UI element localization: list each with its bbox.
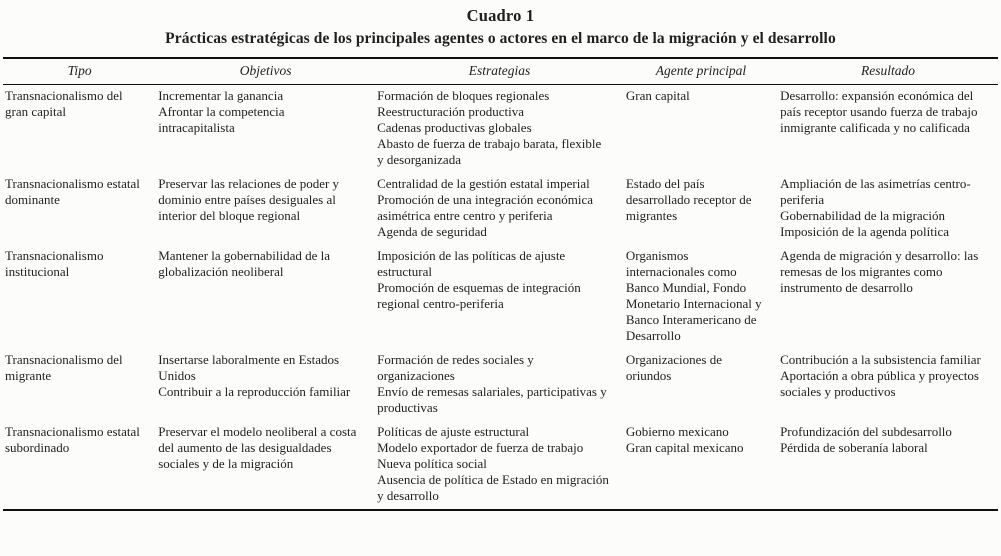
cell-item: Organizaciones de oriundos xyxy=(625,352,722,383)
cell-item: Abasto de fuerza de trabajo barata, flexible y desorganizada xyxy=(377,136,602,167)
cell-item: Promoción de esquemas de integración regional centro-periferia xyxy=(377,280,581,311)
column-header-resultado: Resultado xyxy=(778,58,998,85)
cell-agente-principal xyxy=(624,245,778,349)
cell-agente-principal xyxy=(624,349,778,421)
cell-item: Envío de remesas salariales, participativas y productivas xyxy=(377,384,607,415)
cell-item: Incrementar la ganancia xyxy=(158,88,284,103)
table-row xyxy=(3,349,998,421)
cell-tipo xyxy=(3,349,156,421)
cell-tipo xyxy=(3,421,156,510)
cell-agente-principal xyxy=(624,421,778,510)
cell-item: Formación de redes sociales y organizaciones xyxy=(377,352,534,383)
cell-item: Nueva política social xyxy=(377,456,487,471)
column-header-objetivos: Objetivos xyxy=(156,58,375,85)
column-header-estrategias: Estrategias xyxy=(375,58,624,85)
cell-agente-principal xyxy=(624,85,778,174)
cell-item: Gobernabilidad de la migración xyxy=(780,208,946,223)
table-number-title: Cuadro 1 xyxy=(466,6,535,25)
cell-estrategias xyxy=(375,173,624,245)
table-row xyxy=(3,85,998,174)
column-header-tipo: Tipo xyxy=(3,58,156,85)
cell-item: Reestructuración productiva xyxy=(377,104,525,119)
cell-item: Organismos internacionales como Banco Mundial, Fondo Monetario Internacional y Banco Interamericano de Desarrollo xyxy=(625,248,762,343)
cell-resultado xyxy=(778,85,998,174)
cell-item: Gran capital mexicano xyxy=(625,440,744,455)
cell-item: Transnacionalismo institucional xyxy=(5,248,104,279)
cell-item: Contribución a la subsistencia familiar xyxy=(780,352,981,367)
cell-item: Preservar el modelo neoliberal a costa del aumento de las desigualdades sociales y de la migración xyxy=(158,424,357,471)
cell-item: Pérdida de soberanía laboral xyxy=(780,440,928,455)
cell-item: Transnacionalismo del migrante xyxy=(5,352,123,383)
table-row xyxy=(3,173,998,245)
cell-item: Formación de bloques regionales xyxy=(377,88,550,103)
cell-item: Aportación a obra pública y proyectos sociales y productivos xyxy=(780,368,979,399)
cell-item: Modelo exportador de fuerza de trabajo xyxy=(377,440,584,455)
cell-item: Transnacionalismo del gran capital xyxy=(5,88,123,119)
cell-tipo xyxy=(3,173,156,245)
cell-item: Gran capital xyxy=(625,88,690,103)
cell-item: Ausencia de política de Estado en migración y desarrollo xyxy=(377,472,609,503)
cell-objetivos xyxy=(156,349,375,421)
cell-item: Preservar las relaciones de poder y dominio entre países desiguales al interior del bloque regional xyxy=(158,176,340,223)
table-subtitle: Prácticas estratégicas de los principales agentes o actores en el marco de la migración y el desarrollo xyxy=(165,30,836,47)
table-row xyxy=(3,421,998,510)
cell-estrategias xyxy=(375,245,624,349)
cell-item: Desarrollo: expansión económica del país receptor usando fuerza de trabajo inmigrante calificada y no calificada xyxy=(780,88,978,135)
cell-resultado xyxy=(778,245,998,349)
cell-item: Estado del país desarrollado receptor de migrantes xyxy=(625,176,752,223)
cell-item: Insertarse laboralmente en Estados Unidos xyxy=(158,352,340,383)
cell-agente-principal xyxy=(624,173,778,245)
cell-item: Cadenas productivas globales xyxy=(377,120,532,135)
cell-objetivos xyxy=(156,85,375,174)
cell-item: Ampliación de las asimetrías centro-periferia xyxy=(780,176,971,207)
cell-resultado xyxy=(778,173,998,245)
cell-resultado xyxy=(778,349,998,421)
cell-estrategias xyxy=(375,349,624,421)
cell-tipo xyxy=(3,245,156,349)
column-header-agente-principal: Agente principal xyxy=(624,58,778,85)
cell-item: Imposición de las políticas de ajuste estructural xyxy=(377,248,566,279)
table-header-row xyxy=(3,58,998,85)
cell-item: Mantener la gobernabilidad de la globalización neoliberal xyxy=(158,248,331,279)
cell-objetivos xyxy=(156,245,375,349)
cell-item: Promoción de una integración económica asimétrica entre centro y periferia xyxy=(377,192,593,223)
cell-objetivos xyxy=(156,173,375,245)
cell-item: Profundización del subdesarrollo xyxy=(780,424,952,439)
table-row xyxy=(3,245,998,349)
cell-item: Afrontar la competencia intracapitalista xyxy=(158,104,285,135)
cell-item: Agenda de seguridad xyxy=(377,224,487,239)
cell-item: Transnacionalismo estatal subordinado xyxy=(5,424,140,455)
cell-item: Políticas de ajuste estructural xyxy=(377,424,530,439)
cell-item: Contribuir a la reproducción familiar xyxy=(158,384,351,399)
cell-item: Imposición de la agenda política xyxy=(780,224,950,239)
cuadro-1-table xyxy=(3,57,998,511)
table-body xyxy=(3,85,998,511)
cell-item: Gobierno mexicano xyxy=(625,424,729,439)
cell-objetivos xyxy=(156,421,375,510)
cell-tipo xyxy=(3,85,156,174)
cell-item: Centralidad de la gestión estatal imperial xyxy=(377,176,590,191)
cell-item: Transnacionalismo estatal dominante xyxy=(5,176,140,207)
cell-resultado xyxy=(778,421,998,510)
cell-item: Agenda de migración y desarrollo: las remesas de los migrantes como instrumento de desarrollo xyxy=(780,248,979,295)
cell-estrategias xyxy=(375,85,624,174)
cell-estrategias xyxy=(375,421,624,510)
